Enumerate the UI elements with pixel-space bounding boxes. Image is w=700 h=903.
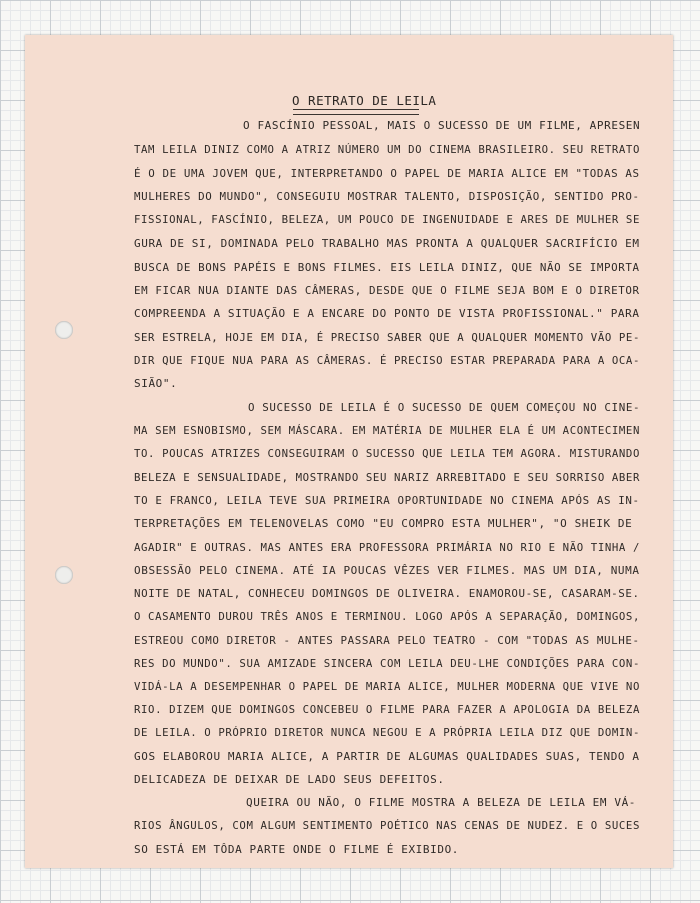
text-line: MA SEM ESNOBISMO, SEM MÁSCARA. EM MATÉRIA DE MULHER ELA É UM ACONTECIMEN bbox=[134, 424, 640, 437]
text-line: MULHERES DO MUNDO", CONSEGUIU MOSTRAR TALENTO, DISPOSIÇÃO, SENTIDO PRO- bbox=[134, 190, 640, 203]
text-line: É O DE UMA JOVEM QUE, INTERPRETANDO O PAPEL DE MARIA ALICE EM "TODAS AS bbox=[134, 167, 640, 180]
typewritten-page bbox=[25, 35, 673, 868]
text-line: TO E FRANCO, LEILA TEVE SUA PRIMEIRA OPORTUNIDADE NO CINEMA APÓS AS IN- bbox=[134, 494, 640, 507]
punch-hole-bottom bbox=[55, 566, 73, 584]
text-line: SER ESTRELA, HOJE EM DIA, É PRECISO SABER QUE A QUALQUER MOMENTO VÃO PE- bbox=[134, 331, 640, 344]
text-line: VIDÁ-LA A DESEMPENHAR O PAPEL DE MARIA ALICE, MULHER MODERNA QUE VIVE NO bbox=[134, 680, 640, 693]
text-line: QUEIRA OU NÃO, O FILME MOSTRA A BELEZA DE LEILA EM VÁ- bbox=[246, 796, 637, 809]
text-line: NOITE DE NATAL, CONHECEU DOMINGOS DE OLIVEIRA. ENAMOROU-SE, CASARAM-SE. bbox=[134, 587, 640, 600]
text-line: BUSCA DE BONS PAPÉIS E BONS FILMES. EIS LEILA DINIZ, QUE NÃO SE IMPORTA bbox=[134, 261, 640, 274]
text-line: O CASAMENTO DUROU TRÊS ANOS E TERMINOU. LOGO APÓS A SEPARAÇÃO, DOMINGOS, bbox=[134, 610, 640, 623]
text-line: GOS ELABOROU MARIA ALICE, A PARTIR DE ALGUMAS QUALIDADES SUAS, TENDO A bbox=[134, 750, 640, 763]
text-line: O SUCESSO DE LEILA É O SUCESSO DE QUEM COMEÇOU NO CINE- bbox=[248, 401, 641, 414]
text-line: TO. POUCAS ATRIZES CONSEGUIRAM O SUCESSO QUE LEILA TEM AGORA. MISTURANDO bbox=[134, 447, 640, 460]
text-line: SO ESTÁ EM TÔDA PARTE ONDE O FILME É EXIBIDO. bbox=[134, 843, 460, 856]
text-line: OBSESSÃO PELO CINEMA. ATÉ IA POUCAS VÊZES VER FILMES. MAS UM DIA, NUMA bbox=[134, 564, 640, 577]
punch-hole-top bbox=[55, 321, 73, 339]
text-line: O FASCÍNIO PESSOAL, MAIS O SUCESSO DE UM FILME, APRESEN bbox=[243, 119, 641, 132]
document-title: O RETRATO DE LEILA bbox=[292, 93, 437, 108]
text-line: COMPREENDA A SITUAÇÃO E A ENCARE DO PONTO DE VISTA PROFISSIONAL." PARA bbox=[134, 307, 640, 320]
text-line: GURA DE SI, DOMINADA PELO TRABALHO MAS PRONTA A QUALQUER SACRIFÍCIO EM bbox=[134, 237, 640, 250]
title-underline bbox=[293, 109, 419, 115]
text-line: TAM LEILA DINIZ COMO A ATRIZ NÚMERO UM DO CINEMA BRASILEIRO. SEU RETRATO bbox=[134, 143, 640, 156]
text-line: DIR QUE FIQUE NUA PARA AS CÂMERAS. É PRECISO ESTAR PREPARADA PARA A OCA- bbox=[134, 354, 640, 367]
text-line: TERPRETAÇÕES EM TELENOVELAS COMO "EU COMPRO ESTA MULHER", "O SHEIK DE bbox=[134, 517, 633, 530]
text-line: RES DO MUNDO". SUA AMIZADE SINCERA COM LEILA DEU-LHE CONDIÇÕES PARA CON- bbox=[134, 657, 640, 670]
text-line: ESTREOU COMO DIRETOR - ANTES PASSARA PELO TEATRO - COM "TODAS AS MULHE- bbox=[134, 634, 640, 647]
text-line: SIÃO". bbox=[134, 377, 178, 390]
text-line: BELEZA E SENSUALIDADE, MOSTRANDO SEU NARIZ ARREBITADO E SEU SORRISO ABER bbox=[134, 471, 640, 484]
text-line: RIOS ÂNGULOS, COM ALGUM SENTIMENTO POÉTICO NAS CENAS DE NUDEZ. E O SUCES bbox=[134, 819, 640, 832]
text-line: RIO. DIZEM QUE DOMINGOS CONCEBEU O FILME PARA FAZER A APOLOGIA DA BELEZA bbox=[134, 703, 640, 716]
text-line: FISSIONAL, FASCÍNIO, BELEZA, UM POUCO DE INGENUIDADE E ARES DE MULHER SE bbox=[134, 213, 640, 226]
text-line: EM FICAR NUA DIANTE DAS CÂMERAS, DESDE QUE O FILME SEJA BOM E O DIRETOR bbox=[134, 284, 640, 297]
text-line: DELICADEZA DE DEIXAR DE LADO SEUS DEFEITOS. bbox=[134, 773, 445, 786]
text-line: DE LEILA. O PRÓPRIO DIRETOR NUNCA NEGOU E A PRÓPRIA LEILA DIZ QUE DOMIN- bbox=[134, 726, 640, 739]
text-line: AGADIR" E OUTRAS. MAS ANTES ERA PROFESSORA PRIMÁRIA NO RIO E NÃO TINHA / bbox=[134, 541, 640, 554]
